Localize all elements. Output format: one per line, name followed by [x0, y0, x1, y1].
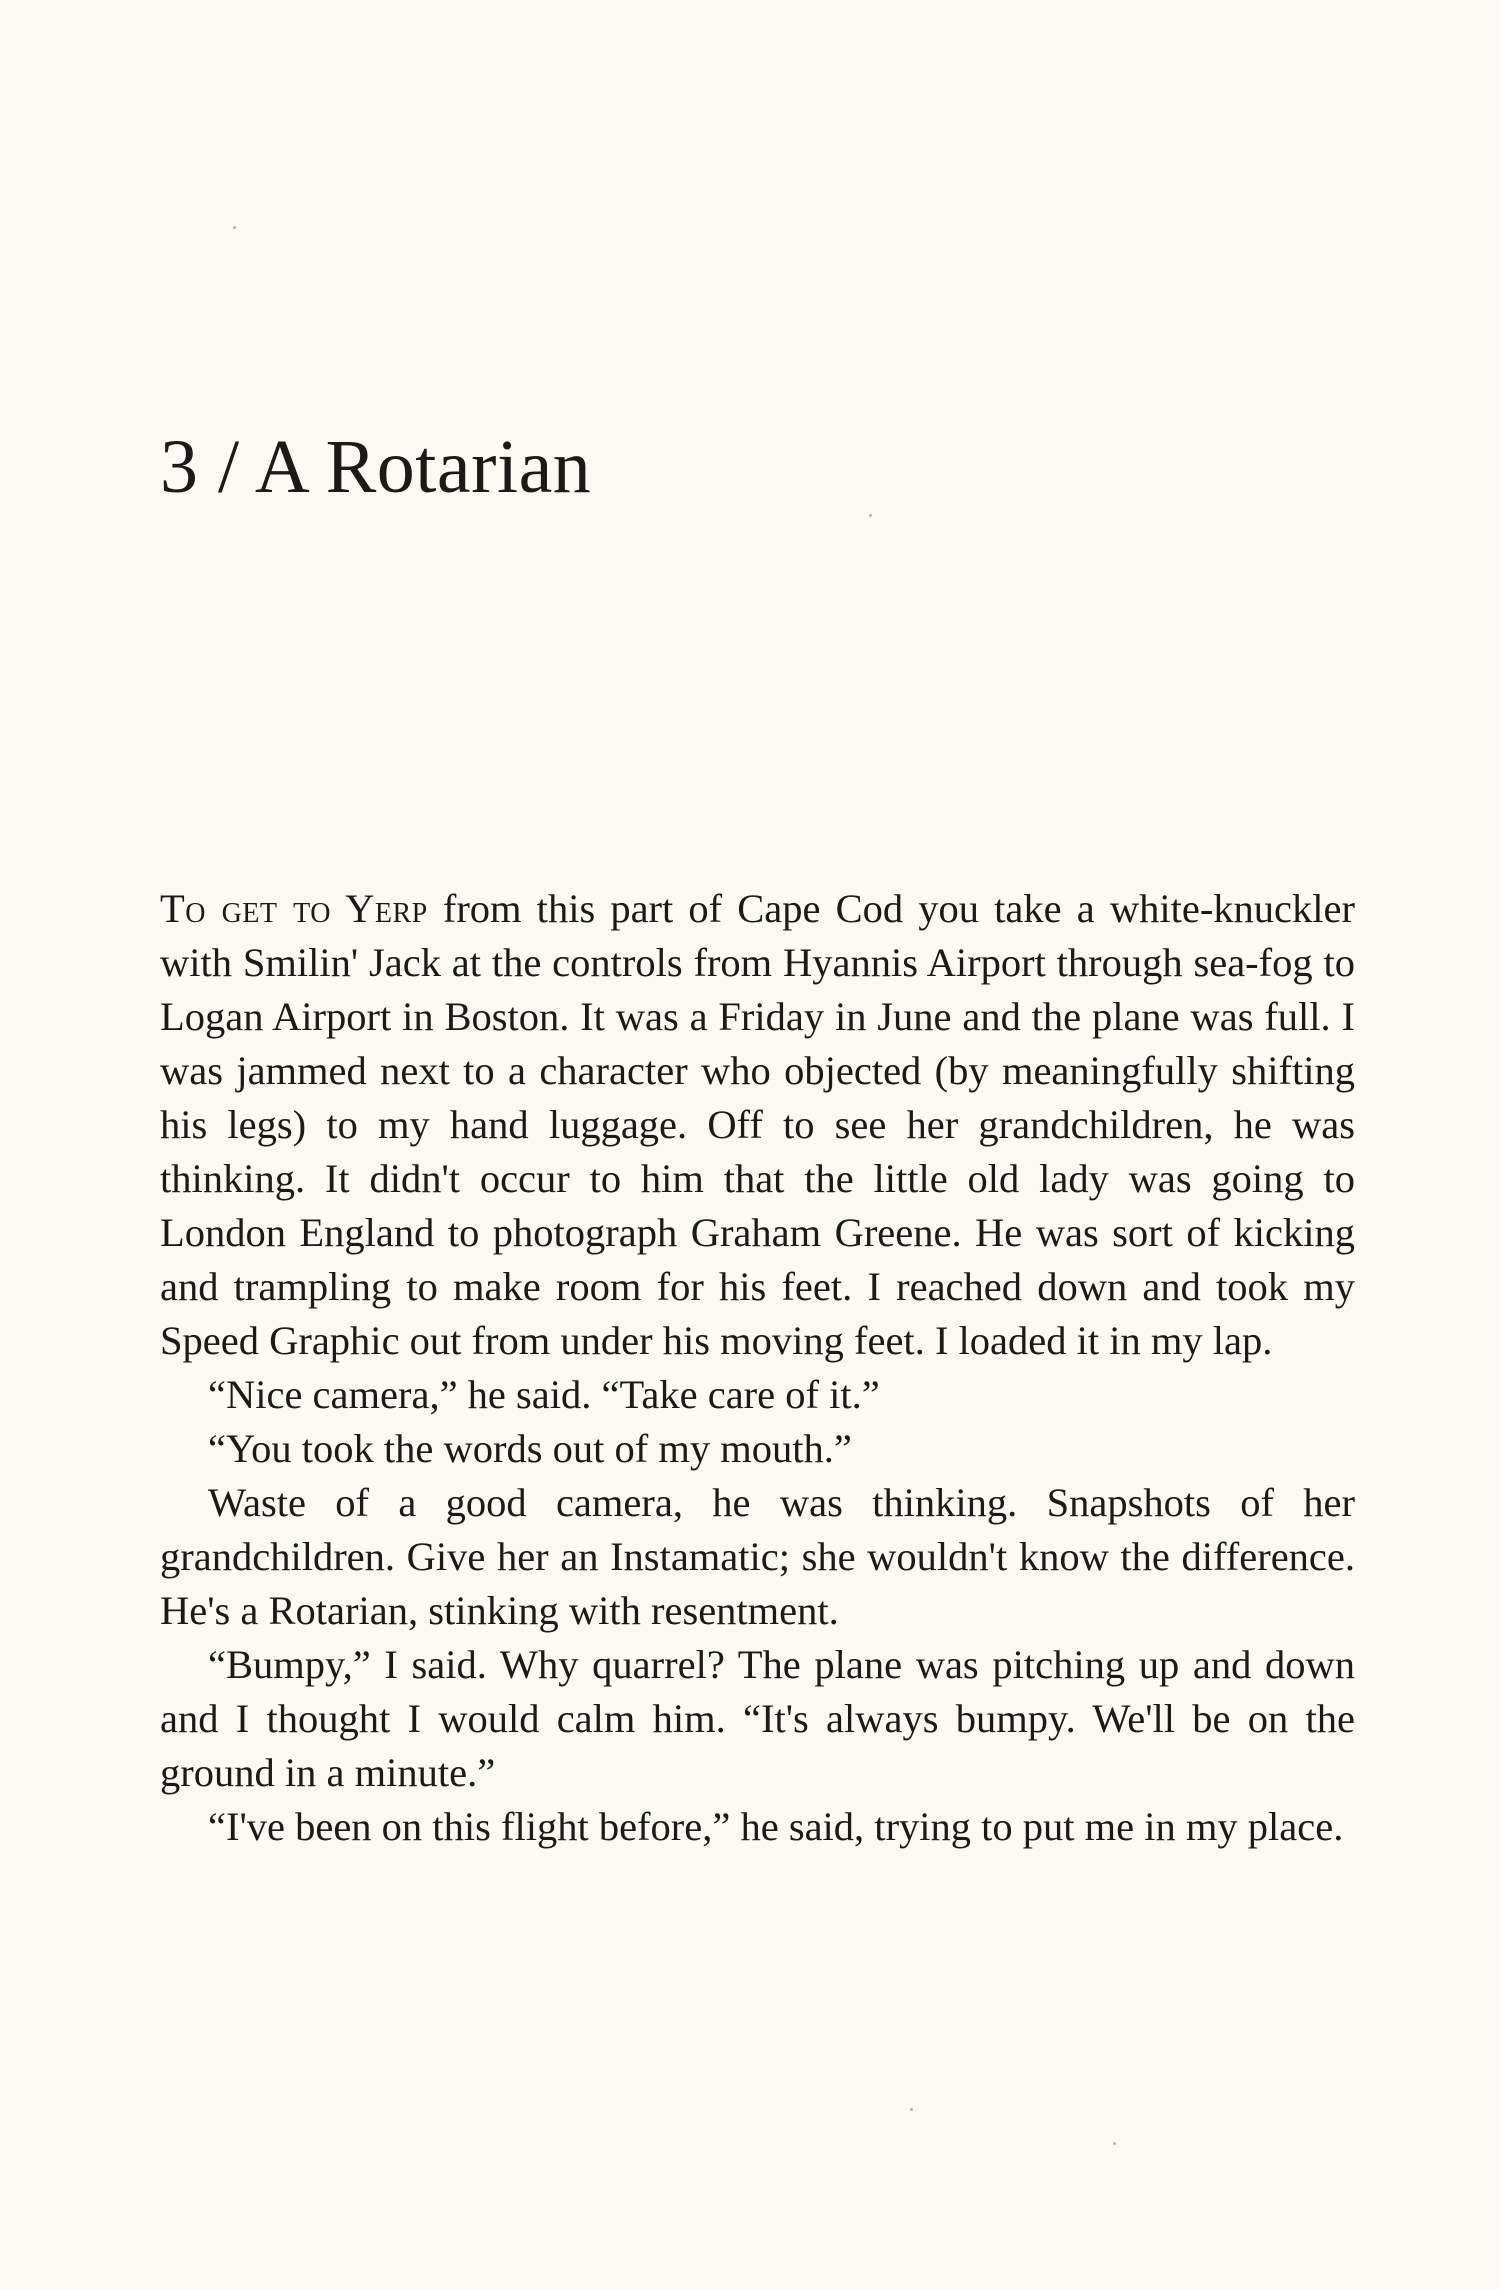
- paragraph-1: [160, 882, 1355, 1368]
- paragraph-4: Waste of a good camera, he was thinking. Snapshots of her grandchildren. Give her an Instamatic; she wouldn't know the difference. He's a Rotarian, stinking with resentment.: [160, 1480, 1355, 1633]
- body-text: [160, 882, 1355, 1854]
- paragraph-5: “Bumpy,” I said. Why quarrel? The plane was pitching up and down and I thought I would calm him. “It's always bumpy. We'll be on the ground in a minute.”: [160, 1642, 1355, 1795]
- paper-speck: [869, 514, 872, 517]
- paper-speck: [233, 226, 236, 229]
- paper-speck: [910, 2108, 913, 2111]
- paper-speck: [1113, 2142, 1116, 2145]
- paragraph-3: “You took the words out of my mouth.”: [208, 1426, 852, 1471]
- paragraph-1-text: from this part of Cape Cod you take a white-knuckler with Smilin' Jack at the controls from Hyannis Airport through sea-fog to Logan Airport in Boston. It was a Friday in June and the plane was full. I was jammed next to a character who objected (by meaningfully shifting his legs) to my hand luggage. Off to see her grandchildren, he was thinking. It didn't occur to him that the little old lady was going to London England to photograph Graham Greene. He was sort of kicking and trampling to make room for his feet. I reached down and took my Speed Graphic out from under his moving feet. I loaded it in my lap.: [160, 886, 1355, 1363]
- chapter-title: 3 / A Rotarian: [160, 424, 592, 509]
- opening-smallcaps: To get to Yerp: [160, 886, 428, 931]
- paragraph-6: “I've been on this flight before,” he said, trying to put me in my place.: [208, 1804, 1344, 1849]
- paragraph-2: “Nice camera,” he said. “Take care of it.”: [208, 1372, 880, 1417]
